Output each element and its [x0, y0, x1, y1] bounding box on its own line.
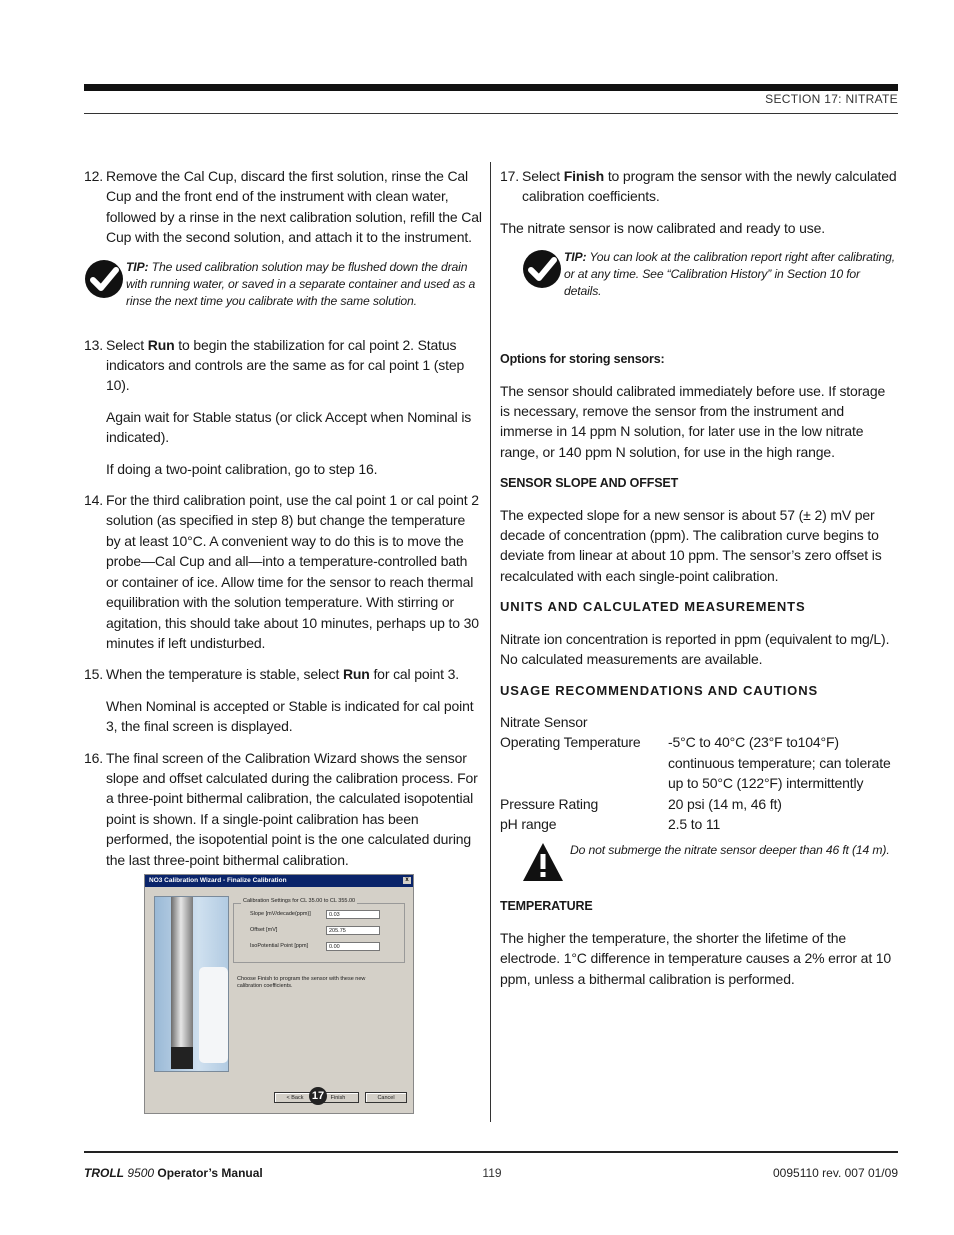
warning-callout [500, 840, 898, 884]
calibrated-note: The nitrate sensor is now calibrated and ready to use. [500, 219, 825, 236]
units-text: Nitrate ion concentration is reported in ppm (equivalent to mg/L). No calculated measurements are available. [500, 630, 890, 668]
spec-row: Operating Temperature -5°C to 40°C (23°F to104°F) continuous temperature; can tolerate up to 50°C (122°F) intermittently [500, 734, 891, 792]
bottle-image [199, 967, 228, 1063]
cancel-button[interactable]: Cancel [365, 1092, 407, 1103]
tip-label: TIP: [564, 250, 587, 265]
isopotential-field[interactable]: 0.00 [326, 942, 380, 951]
tip-text: You can look at the calibration report right after calibrating, or at any time. See “Calibration History” in Section 10 for details. [564, 250, 896, 299]
offset-label: Offset [mV] [250, 927, 278, 933]
section-label: SECTION 17: NITRATE [765, 92, 898, 106]
slope-offset-heading: SENSOR SLOPE AND OFFSET [500, 476, 679, 491]
step-13-note-2: If doing a two-point calibration, go to step 16. [106, 460, 378, 477]
calibration-wizard-dialog [144, 874, 414, 1114]
finish-button[interactable]: Finish [317, 1092, 359, 1103]
back-button[interactable]: < Back [274, 1092, 316, 1103]
offset-field[interactable]: 205.75 [326, 926, 380, 935]
temperature-text: The higher the temperature, the shorter the lifetime of the electrode. 1°C difference in temperature causes a 2% error at 10 ppm, unless a bithermal calibration is performed. [500, 929, 892, 987]
probe-image [171, 897, 193, 1069]
document-number: 0095110 rev. 007 01/09 [773, 1166, 898, 1180]
header-bar [84, 84, 898, 91]
checkmark-icon [84, 259, 124, 304]
left-column [84, 166, 482, 881]
step-13-note: Again wait for Stable status (or click Accept when Nominal is indicated). [106, 408, 472, 446]
step-16: 16. The final screen of the Calibration Wizard shows the sensor slope and offset calculated during the calibration process. For a three-point bithermal calibration, the calculated isopotential point is shown. If a single-point calibration has been performed, the isopotential point is the one calculated during the last three-point bithermal calibration. [84, 749, 478, 868]
header-rule [84, 113, 898, 114]
slope-label: Slope [mV/decade(ppm)] [250, 911, 311, 917]
step-15-note: When Nominal is accepted or Stable is indicated for cal point 3, the final screen is displayed. [106, 697, 474, 735]
warning-icon [522, 842, 564, 888]
storing-heading: Options for storing sensors: [500, 352, 665, 367]
column-divider [490, 162, 491, 1122]
step-14: 14. For the third calibration point, use the cal point 1 or cal point 2 solution (as specified in step 8) but change the temperature by at least 10°C. A convenient way to do this is to move the probe—Cal Cup and all—into a temperature-controlled bath or container of ice. Allow time for the sensor to reach thermal equilibration with the solution temperature. With stirring or agitation, this should take about 10 minutes, perhaps up to 30 minutes if left undisturbed. [84, 492, 479, 651]
group-label: Calibration Settings for CL 35.00 to CL 355.00 [243, 898, 356, 904]
dialog-instruction: Choose Finish to program the sensor with these new calibration coefficients. [237, 976, 366, 989]
step-12: 12. Remove the Cal Cup, discard the first solution, rinse the Cal Cup and the front end of the instrument with clean water, followed by a rinse in the next calibration solution, refill the Cal Cup with the second solution, and attach it to the instrument. [84, 168, 482, 246]
tip-callout-2 [500, 249, 898, 309]
step-13: 13. Select Run to begin the stabilization for cal point 2. Status indicators and controls are the same as for cal point 1 (step 10). [84, 336, 465, 394]
slope-offset-text: The expected slope for a new sensor is about 57 (± 2) mV per decade of concentration (ppm). The calibration curve begins to deviate from linear at about 10 ppm. The sensor’s zero offset is recalculated with each single-point calibration. [500, 506, 882, 584]
page-number: 119 [482, 1166, 502, 1180]
temperature-heading: TEMPERATURE [500, 899, 593, 914]
slope-field[interactable]: 0.03 [326, 910, 380, 919]
step-15: 15. When the temperature is stable, select Run for cal point 3. [84, 666, 459, 683]
close-icon[interactable]: x [403, 877, 411, 884]
tip-callout [84, 259, 482, 319]
warning-text: Do not submerge the nitrate sensor deeper than 46 ft (14 m). [570, 843, 890, 858]
manual-name: Operator’s Manual [157, 1166, 263, 1180]
right-column [500, 166, 898, 1000]
tip-label: TIP: [126, 259, 149, 274]
tip-text: The used calibration solution may be flushed down the drain with running water, or saved in a separate container and used as a rinse the next time you calibrate with the same solution. [126, 259, 476, 308]
isopotential-label: IsoPotential Point [ppm] [250, 943, 309, 949]
step-17: 17. Select Finish to program the sensor with the newly calculated calibration coefficients. [500, 168, 897, 205]
model-number: 9500 [127, 1166, 155, 1180]
brand-name: TROLL [84, 1166, 124, 1180]
units-heading: UNITS AND CALCULATED MEASUREMENTS [500, 599, 806, 615]
dialog-title-bar: NO3 Calibration Wizard - Finalize Calibration x [145, 875, 413, 887]
checkmark-icon [522, 249, 562, 294]
spec-row: Pressure Rating 20 psi (14 m, 46 ft) [500, 795, 782, 812]
storing-text: The sensor should calibrated immediately before use. If storage is necessary, remove the sensor from the instrument and immerse in 14 ppm N solution, for later use in the low nitrate range, or 140 ppm N solution, for use in the high range. [500, 382, 886, 460]
usage-heading: USAGE RECOMMENDATIONS AND CAUTIONS [500, 682, 819, 698]
footer-rule [84, 1151, 898, 1153]
sensor-photo [154, 896, 229, 1072]
usage-sensor-label: Nitrate Sensor [500, 713, 588, 730]
spec-row: pH range 2.5 to 11 [500, 815, 721, 832]
footer-title [84, 1166, 263, 1180]
step-callout-badge: 17 [309, 1087, 327, 1105]
